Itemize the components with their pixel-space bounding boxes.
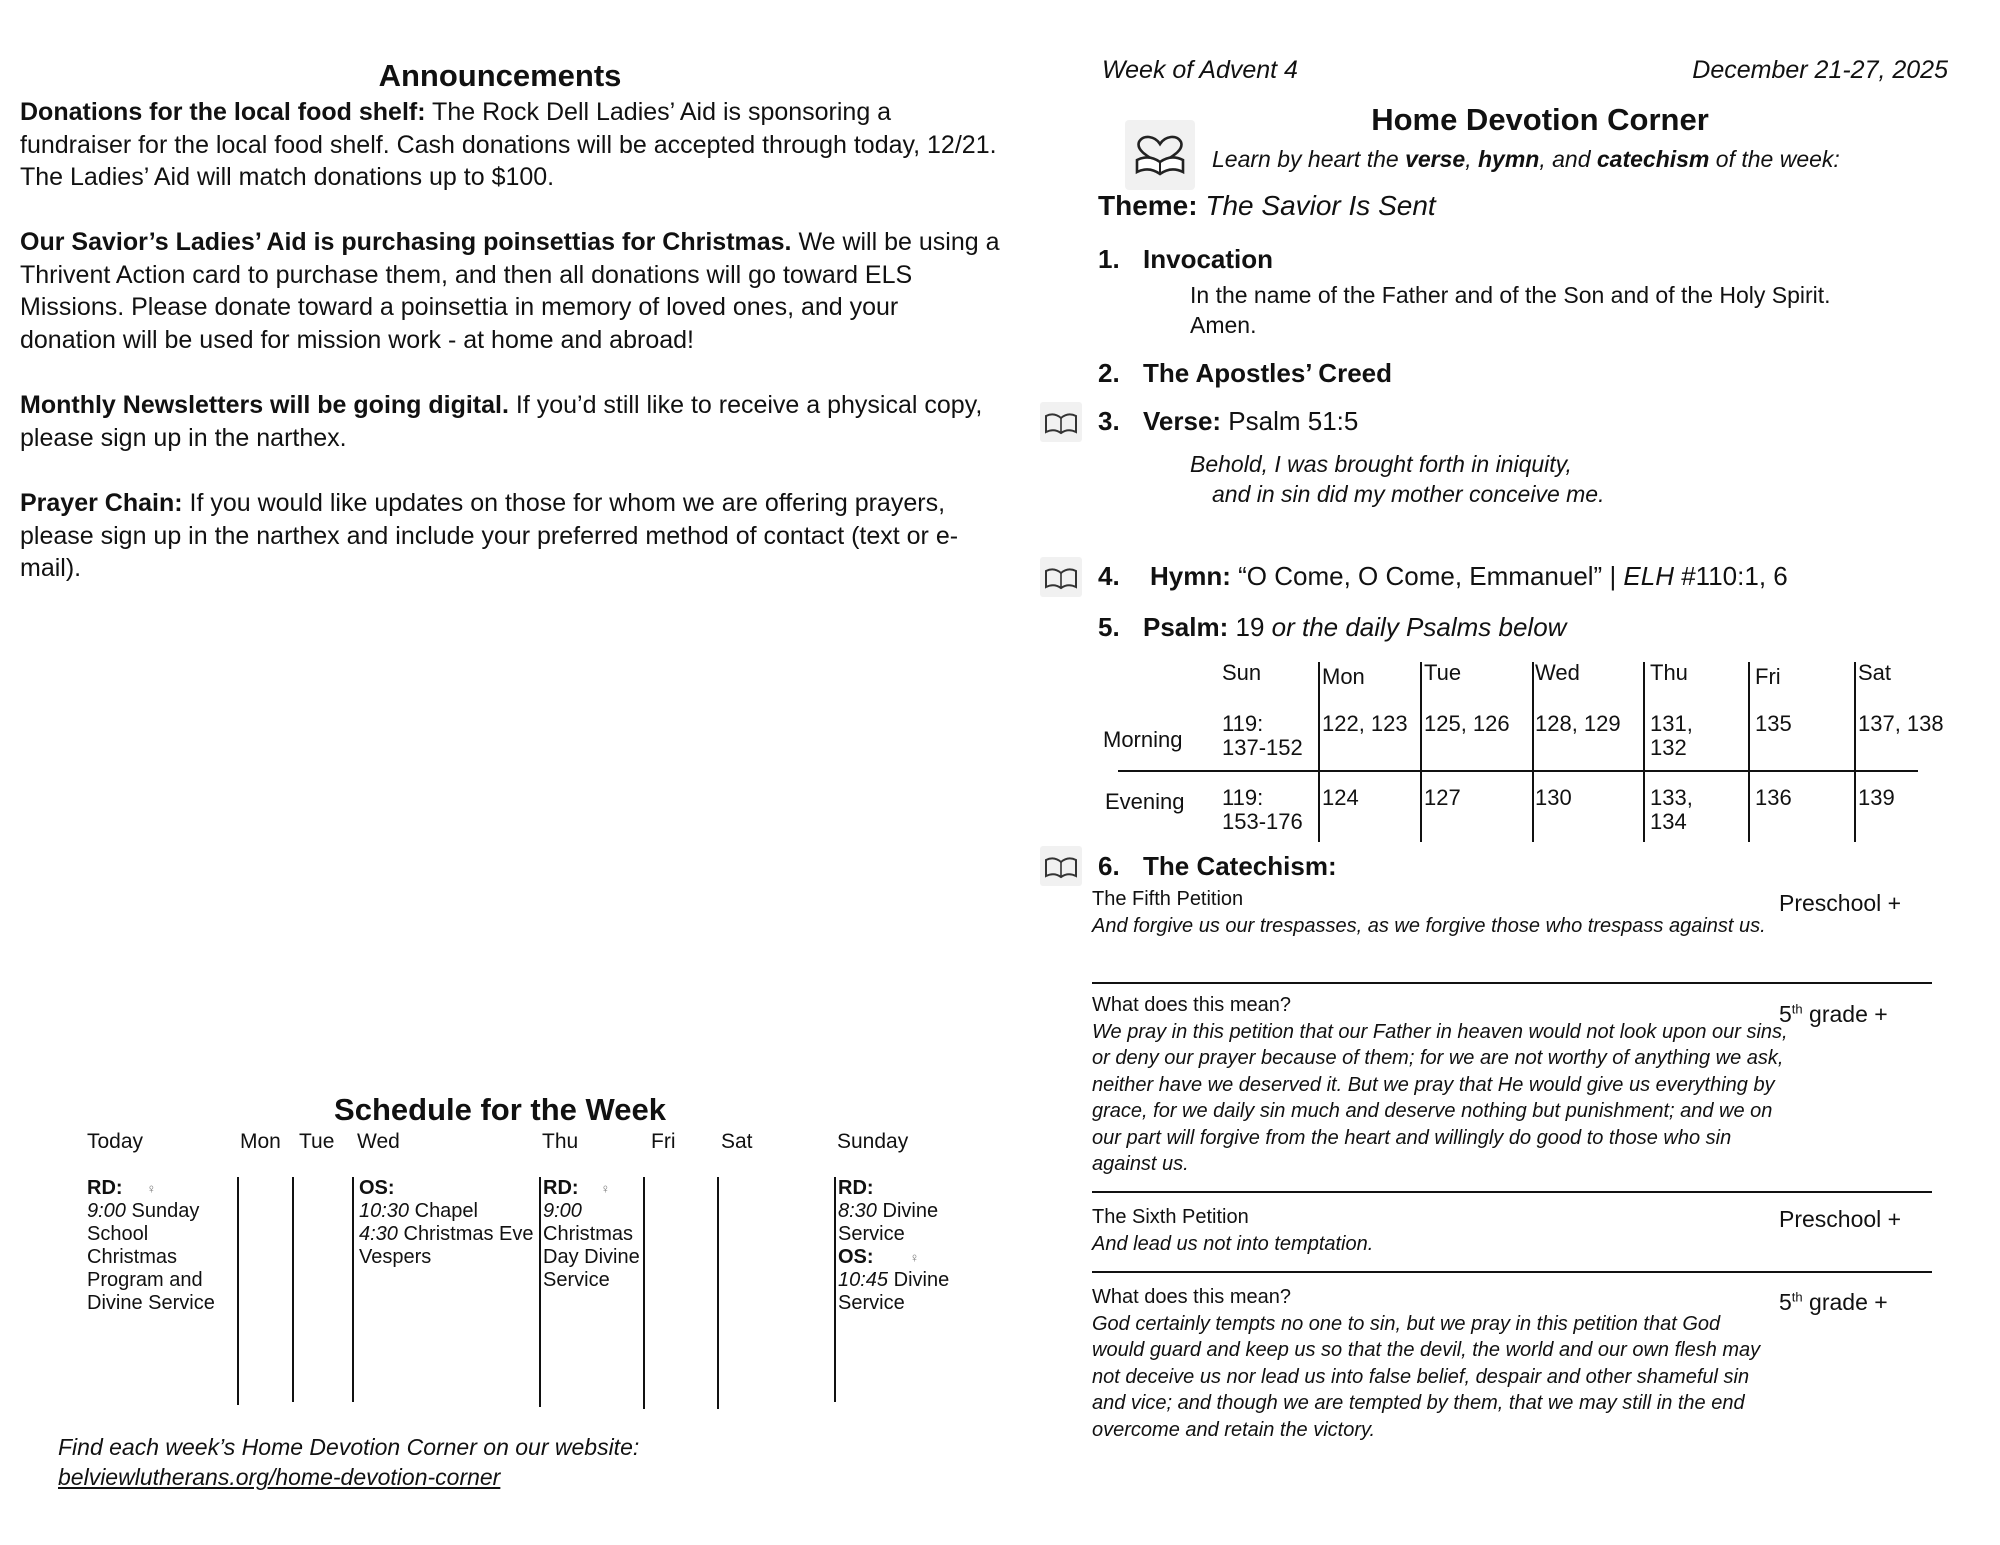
schedule-divider (643, 1177, 645, 1409)
schedule-divider (834, 1177, 836, 1402)
learn-text: , (1465, 146, 1478, 172)
schedule-divider (352, 1177, 354, 1402)
psalm-evening-cell: 130 (1535, 785, 1572, 810)
schedule-day-wed: Wed (357, 1130, 400, 1153)
schedule-thu-entry (543, 1177, 643, 1292)
schedule-day-mon: Mon (240, 1130, 281, 1153)
schedule-day-thu: Thu (542, 1130, 579, 1153)
psalm-day-sun: Sun (1222, 660, 1262, 685)
candle-icon: ♀ (146, 1181, 157, 1196)
psalm-morning-cell: 131, 132 (1650, 711, 1693, 760)
catechism-text: And forgive us our trespasses, as we forgive those who trespass against us. (1092, 914, 1766, 937)
open-book-icon (1125, 120, 1195, 190)
verse-line: Behold, I was brought forth in iniquity, (1190, 451, 1572, 477)
catechism-heading: What does this mean? (1092, 1286, 1291, 1308)
psalm-divider (1643, 662, 1645, 842)
grade-number: 5 (1779, 1001, 1792, 1027)
schedule-day-fri: Fri (651, 1130, 676, 1153)
invocation-line: In the name of the Father and of the Son and of the Holy Spirit. (1190, 282, 1831, 308)
candle-icon: ♀ (909, 1250, 920, 1265)
learn-catechism: catechism (1596, 146, 1710, 172)
psalm-divider (1318, 662, 1320, 842)
service-text: Christmas Eve Vespers (359, 1223, 534, 1268)
schedule-wed-entry (359, 1177, 537, 1269)
location-code: RD: (543, 1177, 579, 1199)
catechism-text: And lead us not into temptation. (1092, 1232, 1374, 1255)
psalm-day-fri: Fri (1755, 664, 1781, 689)
grade-text: grade + (1802, 1001, 1888, 1027)
psalm-evening-label: Evening (1105, 789, 1185, 814)
psalm-morning-cell: 137, 138 (1858, 711, 1944, 736)
psalm-morning-cell: 122, 123 (1322, 711, 1408, 736)
service-time: 10:45 (838, 1269, 889, 1291)
week-dates: December 21-27, 2025 (1692, 56, 1948, 84)
learn-text: Learn by heart the (1212, 146, 1406, 172)
catechism-heading: The Sixth Petition (1092, 1206, 1249, 1228)
psalm-divider (1854, 662, 1856, 842)
psalm-evening-cell: 133, 134 (1650, 785, 1693, 834)
psalm-divider (1532, 662, 1534, 842)
announcement-newsletters (20, 389, 1000, 454)
announcement-food-shelf (20, 96, 1000, 194)
schedule-sunday-entry (838, 1177, 988, 1315)
catechism-divider (1092, 982, 1932, 984)
announcement-poinsettias (20, 226, 1000, 356)
grade-badge (1779, 1001, 1888, 1028)
announcement-lead: Our Savior’s Ladies’ Aid is purchasing poinsettias for Christmas. (20, 228, 792, 256)
announcement-prayer-chain (20, 487, 1000, 585)
announcement-text: We will be using a Thrivent Action card to purchase them, and then all donations will go toward ELS Missions. Please donate toward a poinsettia in memory of loved ones, and your donation will be used for mission work - at home and abroad! (20, 228, 1000, 354)
psalm-morning-cell: 128, 129 (1535, 711, 1621, 736)
theme-line (1098, 190, 1436, 222)
psalm-evening-cell: 124 (1322, 785, 1359, 810)
announcement-text: The Rock Dell Ladies’ Aid is sponsoring a fundraiser for the local food shelf. Cash donations will be accepted through today, 12/21. The Ladies’ Aid will match donations up to $100. (20, 98, 997, 191)
psalm-evening-cell: 127 (1424, 785, 1461, 810)
item-label: Hymn: (1150, 561, 1231, 591)
psalm-day-wed: Wed (1535, 660, 1580, 685)
item-creed (1098, 358, 1392, 389)
location-code: RD: (838, 1177, 874, 1199)
psalm-morning-cell: 135 (1755, 711, 1792, 736)
website-link[interactable]: belviewlutherans.org/home-devotion-corner (58, 1464, 501, 1490)
grade-number: 5 (1779, 1289, 1792, 1315)
week-label: Week of Advent 4 (1102, 56, 1298, 84)
psalm-morning-cell: 119: 137-152 (1222, 711, 1303, 760)
grade-suffix: th (1791, 1001, 1803, 1017)
service-text: Sunday School Christmas Program and Divine Service (87, 1200, 215, 1314)
announcements-title: Announcements (378, 58, 622, 93)
location-code: OS: (359, 1177, 395, 1199)
psalm-alternative: or the daily Psalms below (1271, 612, 1567, 642)
hymn-number: #110:1, 6 (1674, 561, 1788, 591)
invocation-text (1190, 280, 1831, 340)
psalm-reference: 19 (1228, 612, 1272, 642)
item-number: 2. (1098, 358, 1120, 388)
schedule-divider (237, 1177, 239, 1405)
service-text: Christmas Day Divine Service (543, 1223, 640, 1291)
catechism-text: We pray in this petition that our Father in heaven would not look upon our sins, or deny our prayer because of them; for we are not worthy of anything we ask, neither have we deserved it. But we pray that He would give us everything by grace, for we daily sin much and deserve nothing but punishment; and we on our part will forgive from the heart and willingly do good to those who sin against us. (1092, 1020, 1788, 1175)
open-book-icon (1040, 846, 1082, 886)
invocation-amen: Amen. (1190, 312, 1257, 338)
psalm-day-sat: Sat (1858, 660, 1892, 685)
service-text: Divine Service (838, 1269, 950, 1314)
item-catechism (1098, 851, 1337, 882)
verse-text (1190, 449, 1604, 509)
item-label: Psalm: (1143, 612, 1229, 642)
schedule-divider (292, 1177, 294, 1402)
item-hymn (1098, 561, 1788, 592)
schedule-day-sunday: Sunday (837, 1130, 909, 1153)
psalm-evening-cell: 136 (1755, 785, 1792, 810)
schedule-day-sat: Sat (721, 1130, 753, 1153)
hymn-book: ELH (1623, 561, 1674, 591)
psalm-row-divider (1118, 770, 1918, 772)
catechism-sixth-meaning (1092, 1284, 1772, 1443)
announcement-lead: Donations for the local food shelf: (20, 98, 426, 126)
schedule-divider (539, 1177, 541, 1407)
item-label: Invocation (1143, 244, 1274, 274)
verse-reference: Psalm 51:5 (1221, 406, 1359, 436)
service-time: 9:00 (87, 1200, 126, 1222)
item-number: 3. (1098, 406, 1120, 436)
learn-hymn: hymn (1477, 146, 1540, 172)
item-psalm (1098, 612, 1566, 643)
open-book-icon (1040, 402, 1082, 442)
learn-by-heart-note (1212, 146, 1840, 173)
service-text: Chapel (409, 1200, 478, 1222)
psalm-morning-cell: 125, 126 (1424, 711, 1510, 736)
schedule-today-entry (87, 1177, 235, 1315)
learn-verse: verse (1405, 146, 1466, 172)
verse-line: and in sin did my mother conceive me. (1212, 481, 1605, 507)
devotion-title: Home Devotion Corner (1371, 102, 1709, 137)
catechism-fifth-meaning (1092, 992, 1792, 1178)
grade-text: grade + (1802, 1289, 1888, 1315)
catechism-divider (1092, 1191, 1932, 1193)
catechism-text: God certainly tempts no one to sin, but we pray in this petition that God would guard and keep us so that the devil, the world and our own flesh may not deceive us nor lead us into false belief, despair and other shameful sin and vice; and though we are tempted by them, that we may still in the end overcome and retain the victory. (1092, 1312, 1761, 1441)
open-book-icon (1040, 557, 1082, 597)
catechism-fifth-petition (1092, 886, 1792, 939)
psalm-day-mon: Mon (1322, 664, 1365, 689)
psalm-divider (1748, 662, 1750, 842)
service-time: 4:30 (359, 1223, 398, 1245)
learn-text: of the week: (1709, 146, 1840, 172)
website-note (58, 1432, 639, 1492)
item-number: 4. (1098, 561, 1120, 591)
theme-label: Theme: (1098, 190, 1198, 221)
hymn-title: “O Come, O Come, Emmanuel” | (1230, 561, 1624, 591)
catechism-divider (1092, 1271, 1932, 1273)
psalm-divider (1420, 662, 1422, 842)
item-label: Verse: (1143, 406, 1222, 436)
item-invocation (1098, 244, 1273, 275)
grade-suffix: th (1791, 1289, 1803, 1305)
website-note-text: Find each week’s Home Devotion Corner on our website: (58, 1434, 640, 1460)
announcement-text: If you’d still like to receive a physical copy, please sign up in the narthex. (20, 391, 983, 452)
catechism-heading: The Fifth Petition (1092, 888, 1244, 910)
item-label: The Catechism: (1143, 851, 1337, 881)
service-time: 10:30 (359, 1200, 410, 1222)
service-text: Divine Service (838, 1200, 939, 1245)
schedule-divider (717, 1177, 719, 1409)
theme-text: The Savior Is Sent (1205, 190, 1436, 221)
item-verse (1098, 406, 1358, 437)
location-code: OS: (838, 1246, 874, 1268)
grade-badge: Preschool + (1779, 890, 1902, 916)
service-time: 8:30 (838, 1200, 877, 1222)
psalm-day-tue: Tue (1424, 660, 1462, 685)
item-number: 6. (1098, 851, 1120, 881)
announcement-lead: Prayer Chain: (20, 489, 183, 517)
learn-text: , and (1539, 146, 1597, 172)
service-time: 9:00 (543, 1200, 582, 1222)
catechism-heading: What does this mean? (1092, 994, 1291, 1016)
announcement-text: If you would like updates on those for whom we are offering prayers, please sign up in the narthex and include your preferred method of contact (text or e-mail). (20, 489, 959, 582)
psalm-evening-cell: 119: 153-176 (1222, 785, 1303, 834)
grade-badge (1779, 1289, 1888, 1316)
psalm-morning-label: Morning (1103, 727, 1183, 752)
schedule-title: Schedule for the Week (334, 1092, 666, 1127)
schedule-day-today: Today (87, 1130, 144, 1153)
psalm-evening-cell: 139 (1858, 785, 1895, 810)
psalm-day-thu: Thu (1650, 660, 1688, 685)
candle-icon: ♀ (600, 1181, 611, 1196)
grade-badge: Preschool + (1779, 1206, 1902, 1232)
item-number: 5. (1098, 612, 1120, 642)
item-label: The Apostles’ Creed (1143, 358, 1392, 388)
catechism-sixth-petition (1092, 1204, 1792, 1257)
item-number: 1. (1098, 244, 1120, 274)
schedule-day-tue: Tue (299, 1130, 335, 1153)
announcement-lead: Monthly Newsletters will be going digital. (20, 391, 509, 419)
location-code: RD: (87, 1177, 123, 1199)
